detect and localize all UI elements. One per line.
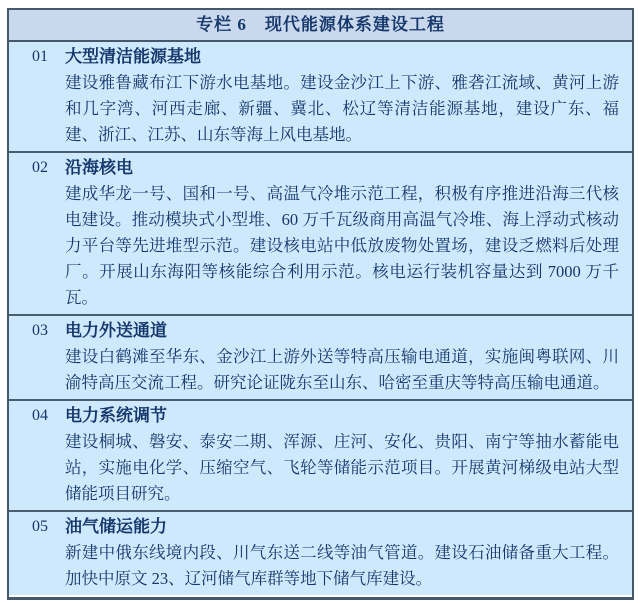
section-number: 02 [32,159,48,176]
section-title: 电力外送通道 [65,321,167,340]
section-large-clean-energy-bases [9,42,632,153]
section-coastal-nuclear-power [9,153,632,316]
section-body: 建成华龙一号、国和一号、高温气冷堆示范工程，积极有序推进沿海三代核电建设。推动模块式小型堆、60 万千瓦级商用高温气冷堆、海上浮动式核动力平台等先进堆型示范。建设核电站中低放废物处置场，建设乏燃料后处理厂。开展山东海阳等核能综合利用示范。核电运行装机容量达到 7000 万千瓦。 [65,184,619,307]
section-content [65,44,632,148]
section-content [65,155,632,311]
section-content [65,318,632,396]
section-content [65,403,632,507]
section-title: 沿海核电 [65,158,133,177]
box-title: 专栏 6 现代能源体系建设工程 [9,10,632,42]
section-body: 建设桐城、磐安、泰安二期、浑源、庄河、安化、贵阳、南宁等抽水蓄能电站，实施电化学、压缩空气、飞轮等储能示范项目。开展黄河梯级电站大型储能项目研究。 [65,432,619,503]
section-title: 油气储运能力 [65,517,167,536]
section-number: 04 [32,407,48,424]
section-oil-gas-storage-transport [9,512,632,595]
plan-box [7,8,634,600]
section-number: 05 [32,518,48,535]
section-number: 03 [32,322,48,339]
section-body: 建设雅鲁藏布江下游水电基地。建设金沙江上下游、雅砻江流域、黄河上游和几字湾、河西走廊、新疆、冀北、松辽等清洁能源基地，建设广东、福建、浙江、江苏、山东等海上风电基地。 [65,73,619,144]
section-power-transmission-corridors [9,316,632,401]
section-title: 电力系统调节 [65,406,167,425]
section-body: 建设白鹤滩至华东、金沙江上游外送等特高压输电通道，实施闽粤联网、川渝特高压交流工程。研究论证陇东至山东、哈密至重庆等特高压输电通道。 [65,347,619,392]
section-body: 新建中俄东线境内段、川气东送二线等油气管道。建设石油储备重大工程。加快中原文 23、辽河储气库群等地下储气库建设。 [65,543,619,588]
section-power-system-regulation [9,401,632,512]
section-content [65,514,632,592]
section-number: 01 [32,48,48,65]
section-title: 大型清洁能源基地 [65,47,201,66]
